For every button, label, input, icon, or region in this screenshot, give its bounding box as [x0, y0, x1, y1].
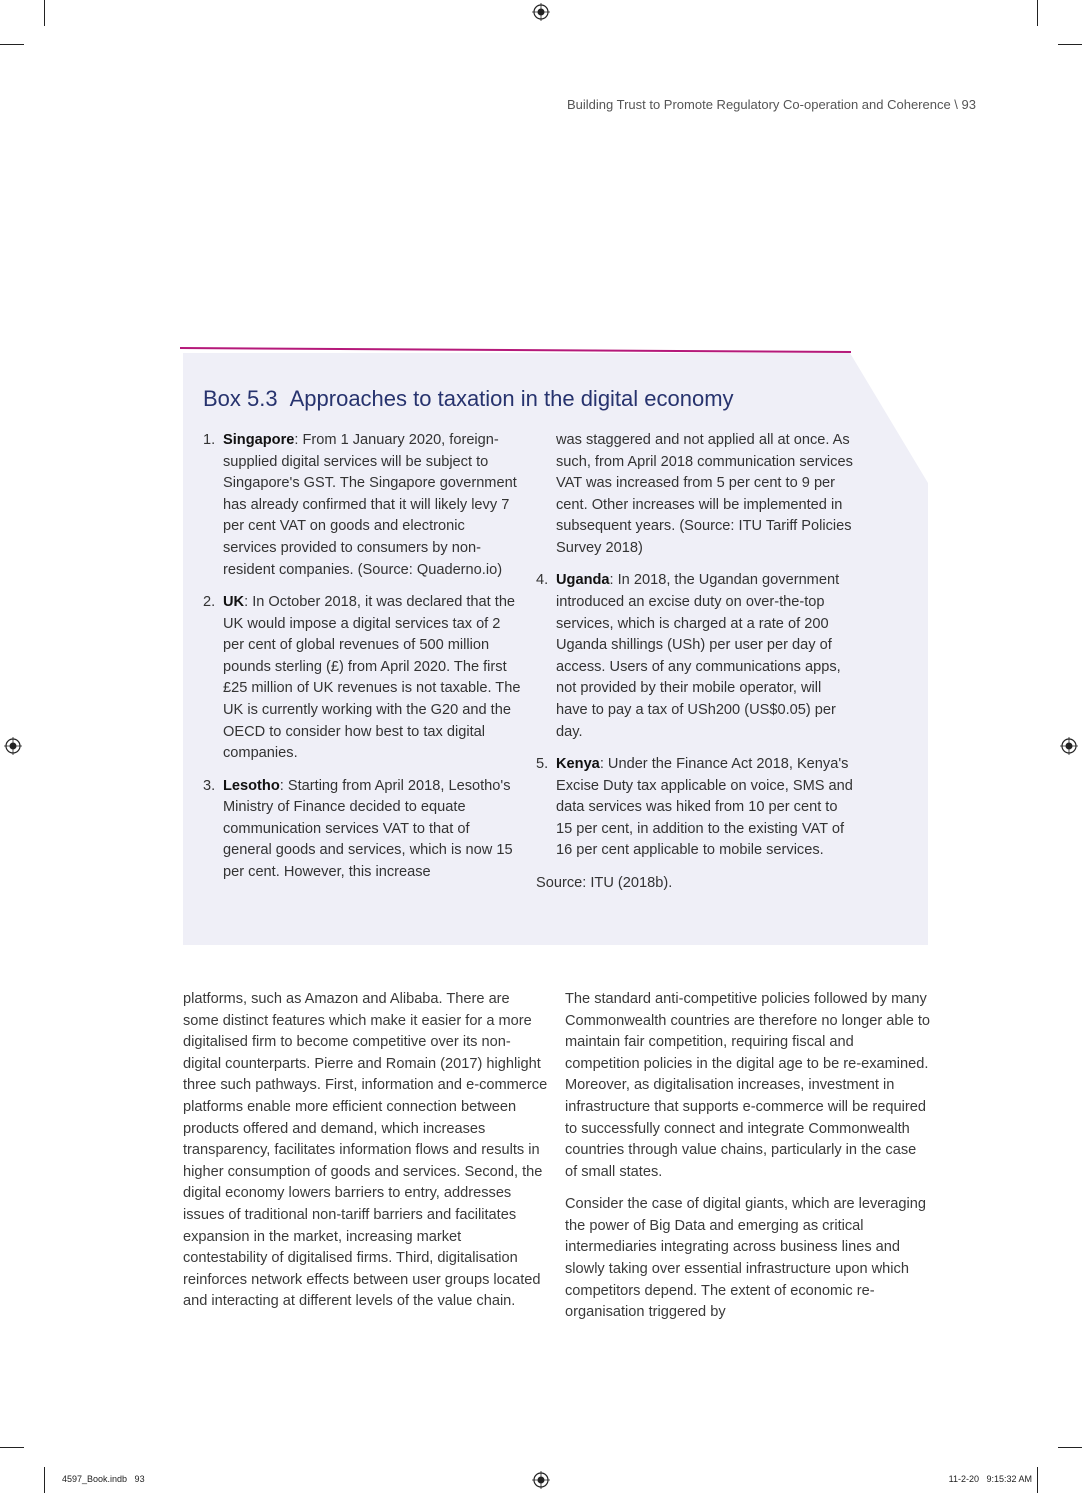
item-country: Uganda: [556, 572, 610, 589]
item-number: 4.: [536, 572, 549, 589]
body-column-right: [565, 989, 931, 1335]
item-number: 3.: [203, 777, 216, 794]
box-source: Source: ITU (2018b).: [536, 874, 673, 891]
box-item: [203, 776, 521, 884]
box-item: [536, 570, 854, 743]
box-item: [536, 754, 854, 862]
body-column-left: [183, 989, 548, 1324]
box-column-right: [536, 430, 854, 894]
item-text: was staggered and not applied all at once. As such, from April 2018 communication services VAT was increased from 5 per cent to 9 per cent. Other increases will be implemented in subsequent years. (Source: ITU Tariff Policies Survey 2018): [556, 432, 853, 556]
box-top-rule: [180, 346, 851, 354]
crop-mark: [0, 44, 24, 45]
crop-mark: [0, 1447, 24, 1448]
running-head: Building Trust to Promote Regulatory Co-operation and Coherence \ 93: [566, 97, 976, 112]
item-text: : In October 2018, it was declared that the UK would impose a digital services tax of 2 per cent of global revenues of 500 million pounds sterling (£) from April 2020. The first £25 million of UK revenues is not taxable. The UK is currently working with the G20 and the OECD to consider how best to tax digital companies.: [223, 593, 521, 762]
body-paragraph: platforms, such as Amazon and Alibaba. There are some distinct features which make it easier for a more digitalised firm to become competitive over its non-digital counterparts. Pierre and Romain (2017) highlight three such pathways. First, information and e-commerce platforms enable more efficient connection between products offered and demand, which increases transparency, facilitates information flows and results in higher consumption of goods and services. Second, the digital economy lowers barriers to entry, addresses issues of traditional non-tariff barriers and facilitates expansion in the market, increasing market contestability of digitalised firms. Third, digitalisation reinforces network effects between user groups located and interacting at different levels of the value chain.: [183, 991, 548, 1310]
crop-mark: [1037, 1467, 1038, 1493]
item-country: Singapore: [223, 432, 295, 448]
item-text: : Under the Finance Act 2018, Kenya's Excise Duty tax applicable on voice, SMS and data services was hiked from 10 per cent to 15 per cent, in addition to the existing VAT of 16 per cent applicable to mobile services.: [556, 755, 853, 859]
item-country: Lesotho: [223, 777, 280, 794]
crop-mark: [1058, 44, 1082, 45]
crop-mark: [1037, 0, 1038, 26]
body-paragraph: The standard anti-competitive policies followed by many Commonwealth countries are therefore no longer able to maintain fair competition, requiring fiscal and competition policies in the digital age to be re-examined. Moreover, as digitalisation increases, investment in infrastructure that supports e-commerce will be required to successfully connect and integrate Commonwealth countries through value chains, particularly in the case of small states.: [565, 991, 931, 1180]
item-text: : In 2018, the Ugandan government introduced an excise duty on over-the-top services, which is charged at a rate of 200 Uganda shillings (USh) per user per day of access. Users of any communications apps, not provided by their mobile operator, will have to pay a tax of USh200 (US$0.05) per day.: [556, 572, 841, 740]
registration-mark-icon: [1060, 737, 1078, 755]
crop-mark: [44, 0, 45, 26]
item-country: Kenya: [556, 755, 600, 772]
item-text: : Starting from April 2018, Lesotho's Ministry of Finance decided to equate communication services VAT to that of general goods and services, which is now 15 per cent. However, this increase: [223, 777, 513, 880]
box-item-continuation: [536, 430, 854, 560]
slug-file: 4597_Book.indb 93: [62, 1474, 145, 1484]
box-item: [203, 592, 521, 765]
crop-mark: [1058, 1447, 1082, 1448]
slug-timestamp: 11-2-20 9:15:32 AM: [948, 1474, 1032, 1484]
item-text: : From 1 January 2020, foreign-supplied digital services will be subject to Singapore's GST. The Singapore government has already confirmed that it will likely levy 7 per cent VAT on goods and electronic services provided to consumers by non-resident companies. (Source: Quaderno.io): [223, 432, 517, 578]
box-title-text: Approaches to taxation in the digital economy: [289, 386, 734, 411]
registration-mark-icon: [532, 1471, 550, 1489]
box-column-left: [203, 430, 521, 894]
registration-mark-icon: [532, 3, 550, 21]
box-number: Box 5.3: [203, 386, 278, 411]
box-title: [203, 386, 734, 412]
item-number: 2.: [203, 593, 216, 610]
item-number: 1.: [203, 432, 216, 448]
item-number: 5.: [536, 755, 549, 772]
crop-mark: [44, 1467, 45, 1493]
body-paragraph: Consider the case of digital giants, which are leveraging the power of Big Data and emerging as critical intermediaries integrating across business lines and slowly taking over essential infrastructure upon which competitors depend. The extent of economic re-organisation triggered by: [565, 1196, 926, 1321]
box-item: [203, 430, 521, 581]
registration-mark-icon: [4, 737, 22, 755]
item-country: UK: [223, 593, 245, 610]
